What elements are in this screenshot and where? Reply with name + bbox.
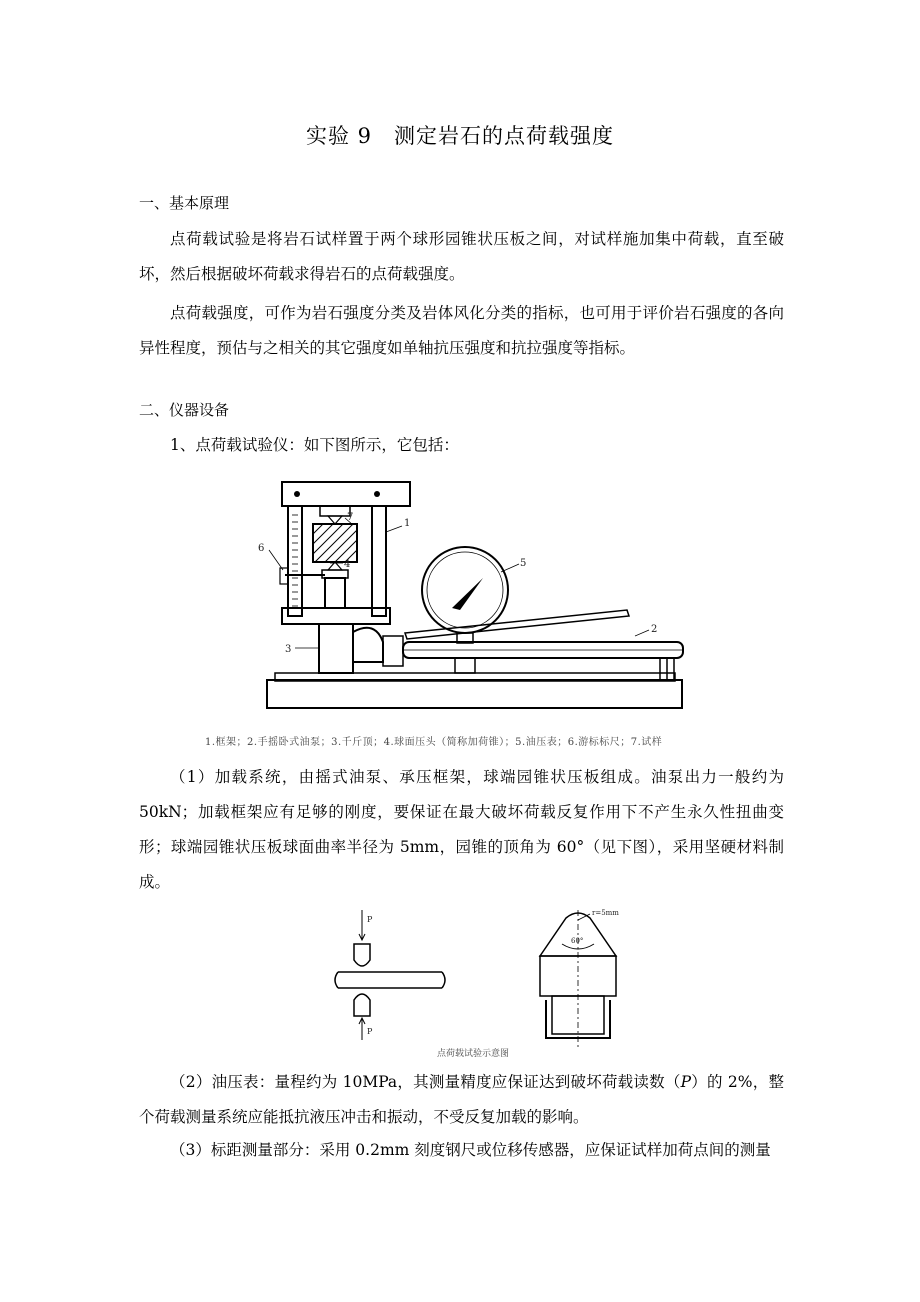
point-load-tester-figure (255, 470, 695, 720)
pressure-gauge-text-a: （2）油压表：量程约为 10MPa，其测量精度应保证达到破坏荷载读数（ (170, 1073, 681, 1091)
figure1-label-3: 3 (285, 644, 292, 655)
page-title: 实验 9 测定岩石的点荷载强度 (305, 124, 615, 148)
point-load-schematic-figure (330, 900, 630, 1050)
paragraph-loading-system: （1）加载系统，由摇式油泵、承压框架，球端园锥状压板组成。油泵出力一般约为 50kN；加载框架应有足够的刚度，要保证在最大破坏荷载反复作用下不产生永久性扭曲变形；球端园锥状压板球面曲率半径为 5mm，园锥的顶角为 60°（见下图），采用坚硬材料制成。 (139, 768, 784, 891)
figure2-label-p-bottom: P (367, 1027, 373, 1036)
pressure-gauge-text-b: ）的 2%，整个荷载测量系统应能抵抗液压冲击和振动，不受反复加载的影响。 (139, 1073, 784, 1126)
figure1-label-2: 2 (651, 624, 658, 635)
paragraph-gauge-length: （3）标距测量部分：采用 0.2mm 刻度钢尺或位移传感器，应保证试样加荷点间的测量 (170, 1141, 771, 1159)
figure1-caption: 1.框架；2.手摇卧式油泵；3.千斤顶；4.球面压头（简称加荷锥）；5.油压表；6.游标标尺；7.试样 (205, 737, 663, 748)
figure2-label-p-top: P (367, 915, 373, 924)
figure1-label-6: 6 (258, 543, 265, 554)
load-symbol-p: P (680, 1073, 692, 1091)
figure2-label-radius: r=5mm (592, 909, 619, 917)
figure1-label-7: 7 (347, 512, 354, 523)
figure1-label-1: 1 (404, 518, 411, 529)
figure1-label-5: 5 (520, 558, 527, 569)
figure2-label-angle: 60° (571, 937, 584, 945)
equipment-item-1: 1、点荷载试验仪：如下图所示，它包括： (170, 436, 459, 454)
figure2-caption: 点荷载试验示意图 (437, 1049, 510, 1059)
paragraph-principle-2: 点荷载强度，可作为岩石强度分类及岩体风化分类的指标，也可用于评价岩石强度的各向异性程度，预估与之相关的其它强度如单轴抗压强度和抗拉强度等指标。 (139, 304, 784, 357)
section-heading-principle: 一、基本原理 (139, 194, 230, 212)
figure1-label-4: 4 (344, 559, 351, 570)
section-heading-equipment: 二、仪器设备 (139, 401, 230, 419)
paragraph-principle-1: 点荷载试验是将岩石试样置于两个球形园锥状压板之间，对试样施加集中荷载，直至破坏，然后根据破坏荷载求得岩石的点荷载强度。 (139, 230, 784, 283)
paragraph-pressure-gauge (139, 1065, 784, 1135)
